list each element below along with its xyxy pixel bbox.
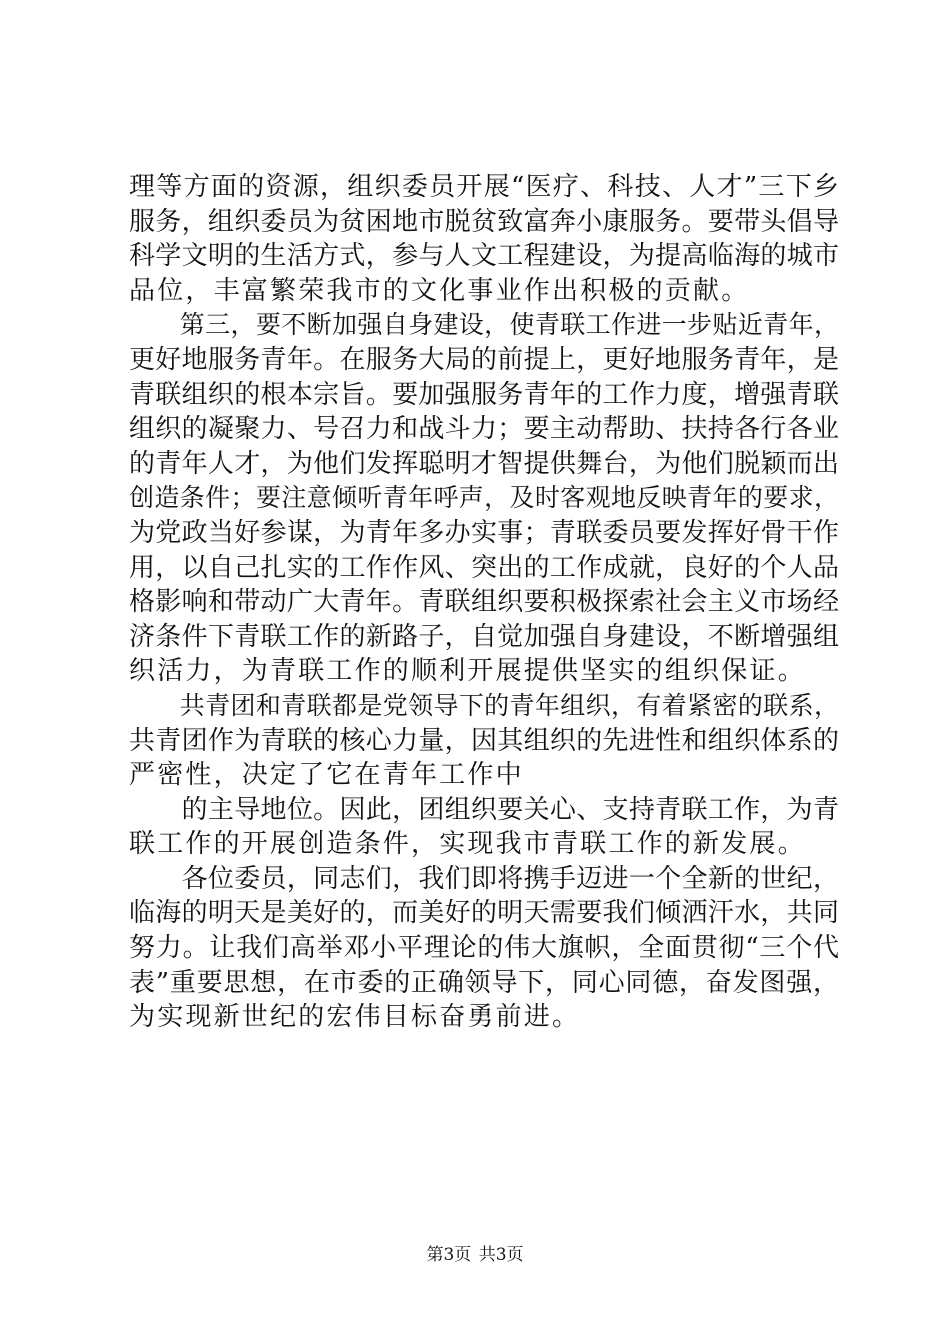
text-line: 为实现新世纪的宏伟目标奋勇前进。 [129, 1002, 581, 1033]
text-line: 为党政当好参谋，为青年多办实事；青联委员要发挥好骨干作 [129, 517, 839, 548]
page-footer [0, 1244, 950, 1266]
text-line: 共青团和青联都是党领导下的青年组织，有着紧密的联系， [129, 690, 839, 720]
text-line: 各位委员，同志们，我们即将携手迈进一个全新的世纪， [129, 863, 839, 894]
text-line: 共青团作为青联的核心力量，因其组织的先进性和组织体系的 [129, 725, 839, 756]
text-line: 努力。让我们高举邓小平理论的伟大旗帜，全面贯彻“三个代 [129, 933, 839, 964]
text-line: 青联组织的根本宗旨。要加强服务青年的工作力度，增强青联 [129, 379, 839, 410]
text-line: 理等方面的资源，组织委员开展“医疗、科技、人才”三下乡 [129, 172, 839, 202]
text-line: 的主导地位。因此，团组织要关心、支持青联工作，为青 [129, 794, 839, 825]
body-text [129, 170, 839, 1035]
text-line: 用，以自己扎实的工作作风、突出的工作成就，良好的个人品 [129, 552, 839, 583]
text-line: 格影响和带动广大青年。青联组织要积极探索社会主义市场经 [129, 587, 839, 618]
text-line: 济条件下青联工作的新路子，自觉加强自身建设，不断增强组 [129, 621, 839, 652]
text-line: 严密性，决定了它在青年工作中 [129, 760, 524, 791]
text-line: 的青年人才，为他们发挥聪明才智提供舞台，为他们脱颖而出 [129, 448, 839, 479]
text-line: 更好地服务青年。在服务大局的前提上，更好地服务青年，是 [129, 344, 839, 375]
page-number: 第3页 [426, 1245, 472, 1265]
text-line: 科学文明的生活方式，参与人文工程建设，为提高临海的城市 [129, 241, 839, 272]
text-line: 创造条件；要注意倾听青年呼声，及时客观地反映青年的要求， [129, 483, 839, 513]
text-line: 服务，组织委员为贫困地市脱贫致富奔小康服务。要带头倡导 [129, 206, 839, 237]
text-line: 表”重要思想，在市委的正确领导下，同心同德，奋发图强， [129, 967, 839, 998]
text-line: 第三，要不断加强自身建设，使青联工作进一步贴近青年， [129, 310, 839, 340]
text-line: 组织的凝聚力、号召力和战斗力；要主动帮助、扶持各行各业 [129, 414, 839, 445]
page-total: 共3页 [478, 1245, 524, 1265]
text-line: 临海的明天是美好的，而美好的明天需要我们倾洒汗水，共同 [129, 898, 839, 929]
text-line: 联工作的开展创造条件，实现我市青联工作的新发展。 [129, 829, 806, 860]
text-line: 品位，丰富繁荣我市的文化事业作出积极的贡献。 [129, 275, 750, 306]
text-line: 织活力，为青联工作的顺利开展提供坚实的组织保证。 [129, 656, 806, 687]
